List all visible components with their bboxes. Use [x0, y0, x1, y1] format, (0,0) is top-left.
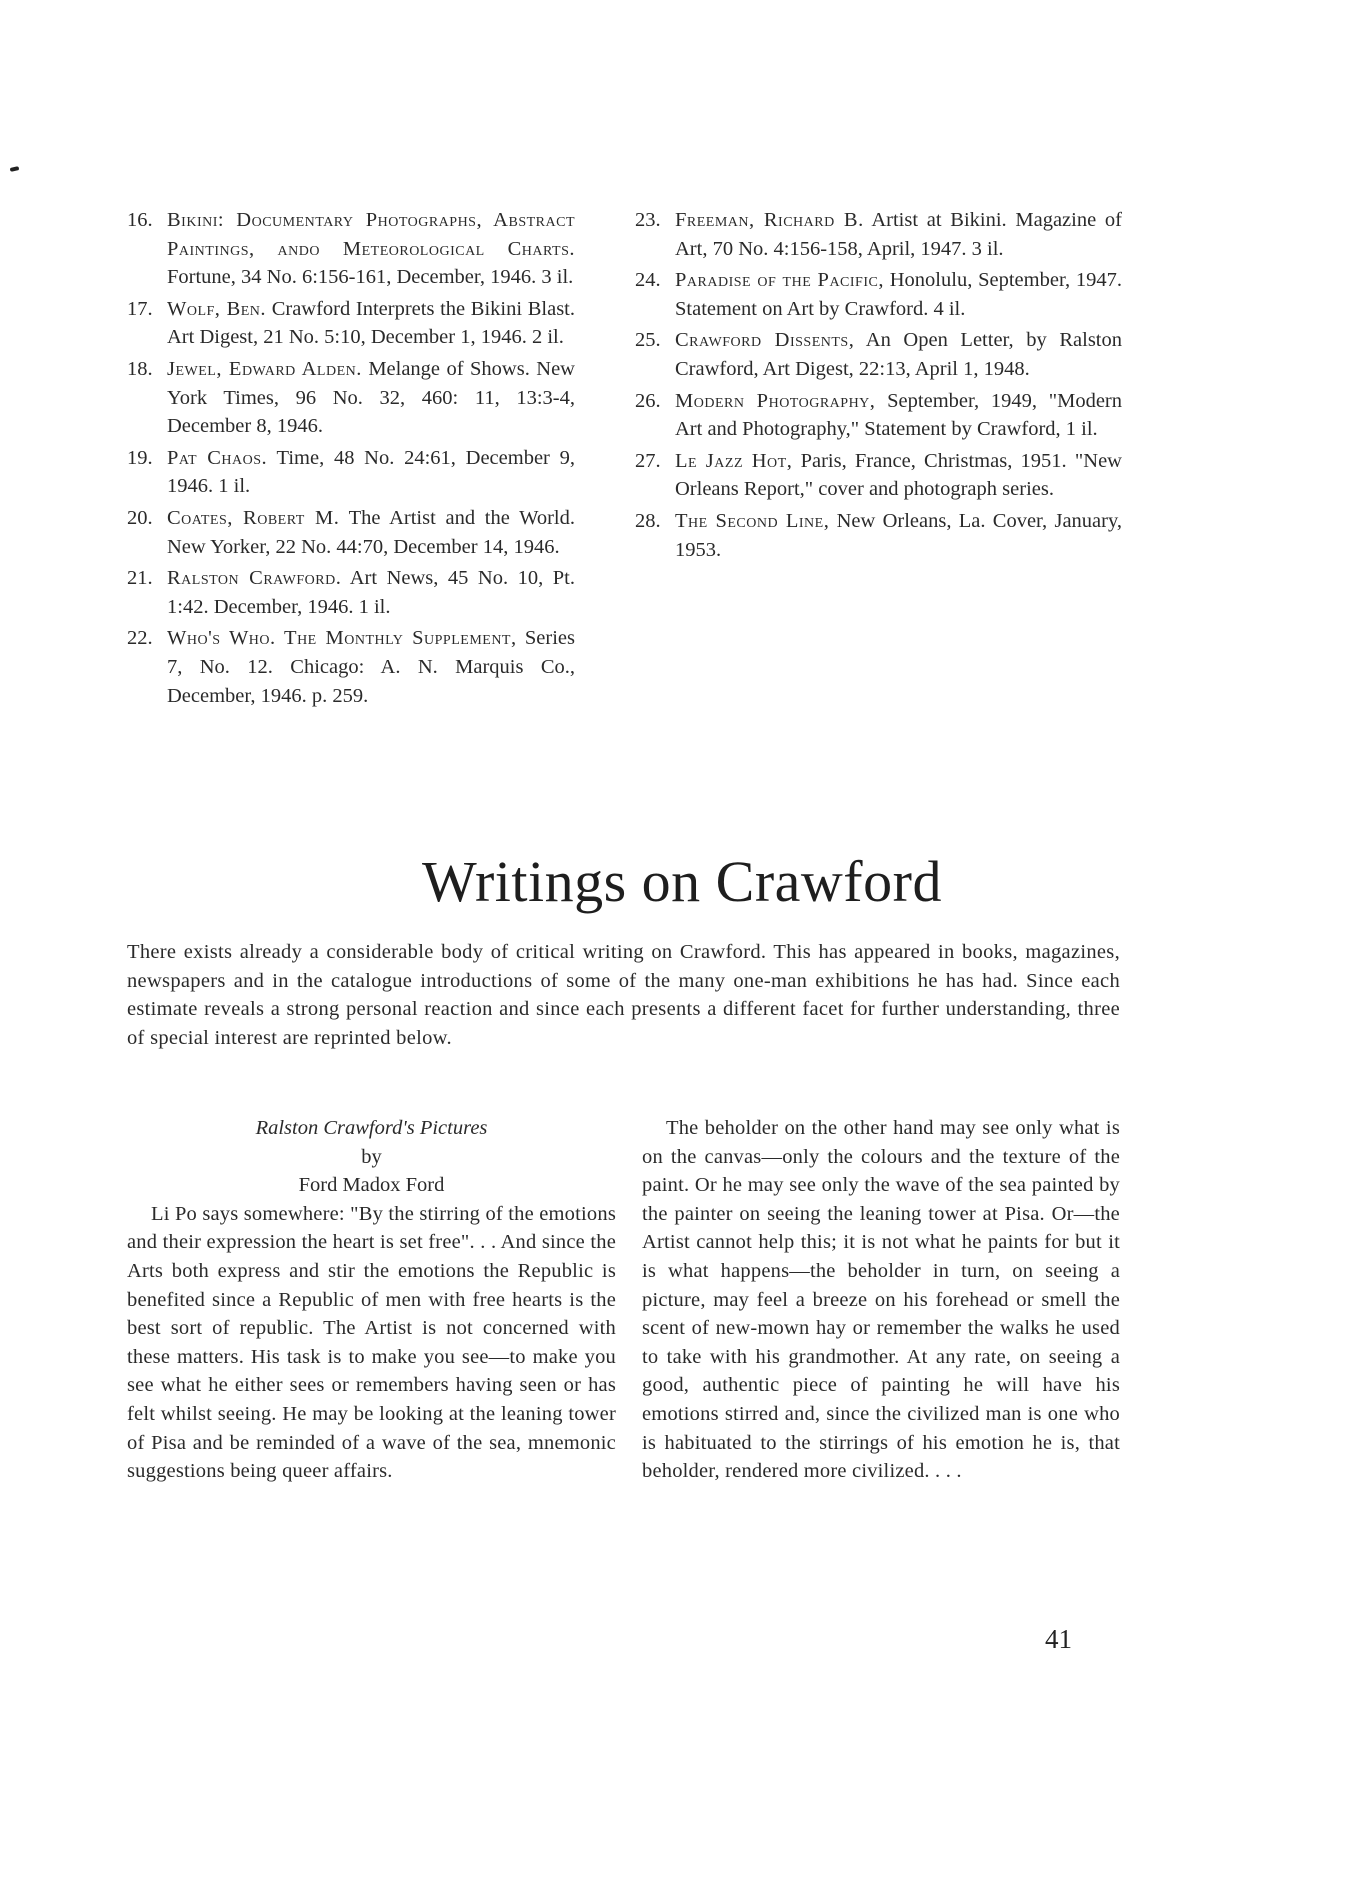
reference-number: 20. — [127, 506, 153, 529]
reference-text: An Open Letter, by Ralston Crawford, Art Digest, 22:13, April 1, 1948. — [675, 329, 1122, 380]
reference-item — [127, 504, 575, 561]
reference-lead: Paradise of the Pacific, — [675, 269, 884, 292]
reference-item — [127, 355, 575, 441]
reference-number: 27. — [635, 449, 661, 472]
reference-lead: Wolf, Ben. — [167, 297, 267, 320]
reference-item — [635, 447, 1122, 504]
reference-lead: Jewel, Edward Alden. — [167, 357, 362, 380]
reference-number: 18. — [127, 357, 153, 380]
reference-text: Artist at Bikini. Magazine of Art, 70 No. 4:156-158, April, 1947. 3 il. — [675, 209, 1123, 260]
reference-text: Fortune, 34 No. 6:156-161, December, 1946. 3 il. — [167, 266, 574, 289]
margin-mark — [10, 166, 20, 172]
section-title: Writings on Crawford — [422, 849, 942, 914]
reference-lead: Bikini: Documentary Photographs, Abstract Paintings, ando Meteorological Charts. — [167, 209, 575, 260]
reference-number: 17. — [127, 297, 153, 320]
reference-lead: Crawford Dissents, — [675, 329, 855, 352]
reference-number: 28. — [635, 509, 661, 532]
essay-paragraph: Li Po says somewhere: "By the stirring of the emotions and their expression the heart is set free". . . And since the Arts both express and stir the emotions the Republic is benefited since a Republic of men with free hearts is the best sort of republic. The Artist is not concerned with these matters. His task is to make you see—to make you see what he either sees or remembers having seen or has felt whilst seeing. He may be looking at the leaning tower of Pisa and be reminded of a wave of the sea, mnemonic suggestions being queer affairs. — [127, 1202, 616, 1483]
reference-text: Honolulu, September, 1947. Statement on Art by Crawford. 4 il. — [675, 269, 1122, 320]
references-right-column — [635, 206, 1123, 567]
reference-number: 22. — [127, 627, 153, 650]
reference-lead: Who's Who. The Monthly Supplement, — [167, 627, 517, 650]
reference-text: September, 1949, "Modern Art and Photography," Statement by Crawford, 1 il. — [675, 389, 1123, 441]
reference-number: 21. — [127, 567, 153, 590]
reference-item — [635, 507, 1123, 564]
reference-lead: Ralston Crawford. — [167, 567, 342, 590]
essay-right-column — [642, 1114, 1120, 1486]
reference-number: 26. — [635, 389, 661, 412]
reference-text: Crawford Interprets the Bikini Blast. Art Digest, 21 No. 5:10, December 1, 1946. 2 il. — [167, 297, 575, 349]
reference-number: 23. — [635, 209, 661, 231]
reference-lead: Pat Chaos. — [167, 446, 268, 469]
reference-number: 16. — [127, 209, 153, 231]
reference-number: 24. — [635, 269, 661, 292]
essay-title: Ralston Crawford's Pictures — [255, 1117, 488, 1139]
reference-number: 25. — [635, 329, 661, 352]
reference-text: Art News, 45 No. 10, Pt. 1:42. December, 1946. 1 il. — [167, 567, 575, 618]
reference-item — [635, 266, 1122, 323]
reference-lead: Modern Photography, — [675, 389, 876, 412]
reference-item — [127, 444, 575, 501]
reference-text: New Orleans, La. Cover, January, 1953. — [675, 509, 1123, 561]
reference-lead: Freeman, Richard B. — [675, 209, 864, 231]
reference-item — [635, 326, 1122, 383]
reference-item — [127, 564, 575, 621]
essay-byline: by — [361, 1145, 382, 1168]
reference-lead: The Second Line, — [675, 509, 830, 532]
reference-item — [127, 206, 575, 292]
reference-lead: Coates, Robert M. — [167, 506, 340, 529]
essay-left-column — [127, 1114, 616, 1486]
reference-lead: Le Jazz Hot, — [675, 449, 793, 472]
reference-item — [127, 624, 575, 710]
reference-item — [635, 387, 1123, 444]
references-left-column — [127, 206, 575, 713]
section-intro: There exists already a considerable body of critical writing on Crawford. This has appeared in books, magazines, newspapers and in the catalogue introductions of some of the many one-man exhibitions he has had. Since each estimate reveals a strong personal reaction and since each presents a different facet for further understanding, three of special interest are reprinted below. — [127, 941, 1120, 1049]
reference-item — [127, 295, 575, 352]
essay-paragraph: The beholder on the other hand may see only what is on the canvas—only the colours and the texture of the paint. Or he may see only the wave of the sea painted by the painter on seeing the leaning tower at Pisa. Or—the Artist cannot help this; it is not what he paints for but it is what happens—the beholder in turn, on seeing a picture, may feel a breeze on his forehead or smell the scent of new-mown hay or remember the walks he used to take with his grandmother. At any rate, on seeing a good, authentic piece of painting he will have his emotions stirred and, since the civilized man is one who is habituated to the stirrings of his emotion he is, that beholder, rendered more civilized. . . . — [642, 1117, 1120, 1483]
essay-author: Ford Madox Ford — [298, 1174, 445, 1197]
reference-item — [635, 206, 1123, 263]
reference-number: 19. — [127, 446, 153, 469]
reference-text: Series 7, No. 12. Chicago: A. N. Marquis Co., December, 1946. p. 259. — [167, 627, 575, 707]
reference-text: The Artist and the World. New Yorker, 22 No. 44:70, December 14, 1946. — [167, 506, 575, 558]
reference-text: Paris, France, Christmas, 1951. "New Orleans Report," cover and photograph series. — [675, 449, 1122, 501]
page-number: 41 — [1045, 1624, 1072, 1654]
reference-text: Time, 48 No. 24:61, December 9, 1946. 1 il. — [167, 446, 575, 498]
reference-text: Melange of Shows. New York Times, 96 No. 32, 460: 11, 13:3-4, December 8, 1946. — [167, 357, 575, 438]
